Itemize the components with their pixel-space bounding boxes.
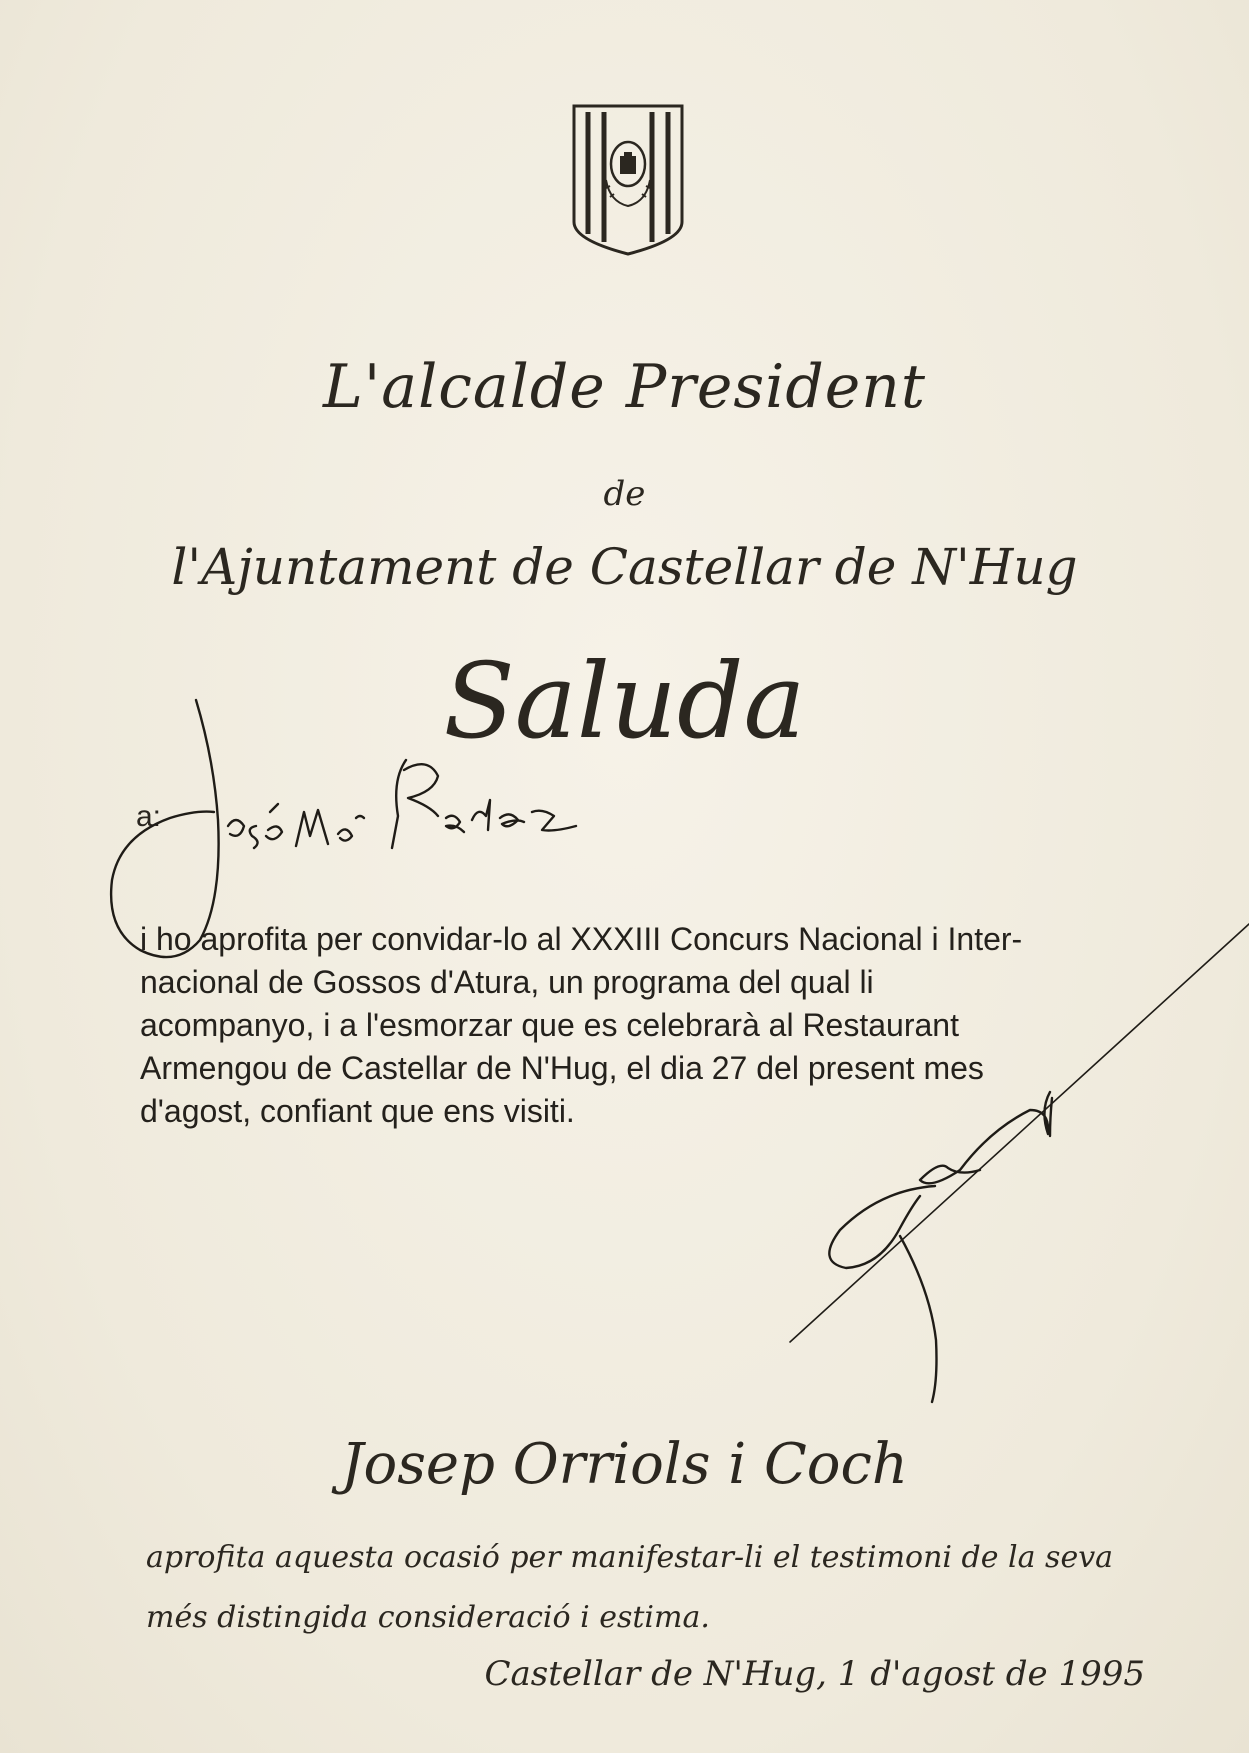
closing-line: més distingida consideració i estima. <box>146 1600 710 1635</box>
institution-name: l'Ajuntament de Castellar de N'Hug <box>171 538 1078 596</box>
body-line: i ho aprofita per convidar-lo al XXXIII Concurs Nacional i Inter- <box>140 921 1023 957</box>
signer-name: Josep Orriols i Coch <box>341 1432 908 1497</box>
recipient-label: a: <box>136 800 162 833</box>
body-line: acompanyo, i a l'esmorzar que es celebrarà al Restaurant <box>140 1007 959 1043</box>
page-title: L'alcalde President <box>322 352 927 422</box>
title-connector: de <box>603 474 646 514</box>
greeting-heading: Saluda <box>443 640 806 762</box>
closing-line: aprofita aquesta ocasió per manifestar-li el testimoni de la seva <box>146 1540 1114 1575</box>
body-line: Armengou de Castellar de N'Hug, el dia 27 del present mes <box>140 1050 984 1086</box>
place-and-date: Castellar de N'Hug, 1 d'agost de 1995 <box>484 1654 1145 1694</box>
body-line: nacional de Gossos d'Atura, un programa del qual li <box>140 964 874 1000</box>
body-line: d'agost, confiant que ens visiti. <box>140 1093 575 1129</box>
